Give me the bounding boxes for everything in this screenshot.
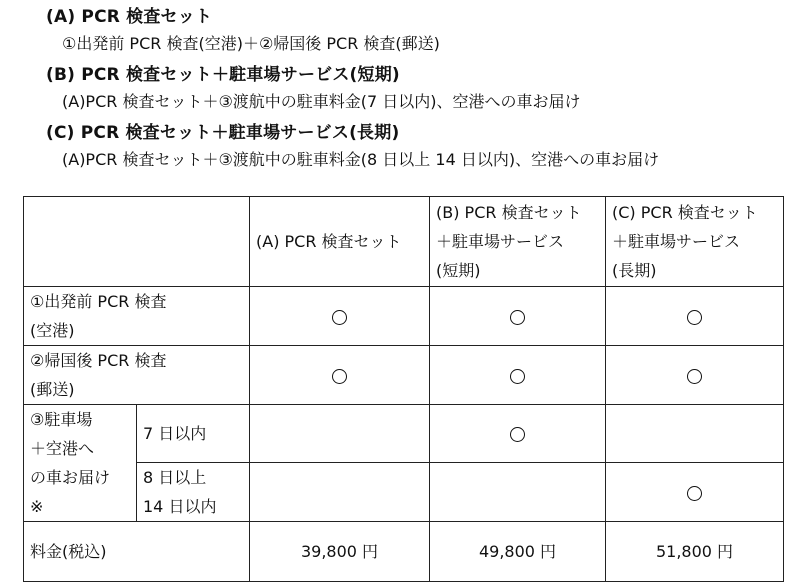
cell-parking-short-b [430, 405, 606, 463]
table-row-post-test [24, 346, 784, 405]
included-circle-icon [510, 310, 525, 325]
included-circle-icon [687, 310, 702, 325]
column-header-plan-a [250, 197, 430, 287]
row-label-line: ①出発前 PCR 検査 [30, 292, 167, 311]
row-label-line: (郵送) [30, 380, 75, 399]
row-label-price [24, 522, 250, 582]
detail-plan-c: (A)PCR 検査セット＋③渡航中の駐車料金(8 日以上 14 日以内)、空港への車お届け [62, 150, 660, 169]
row-label-line: 7 日以内 [143, 424, 207, 443]
included-circle-icon [687, 369, 702, 384]
row-label-parking [24, 405, 137, 522]
row-label-line: ②帰国後 PCR 検査 [30, 351, 167, 370]
row-label-line: ＋空港へ [30, 439, 95, 458]
column-header-line: (C) PCR 検査セット [612, 203, 758, 222]
column-header-line: ＋駐車場サービス [612, 232, 741, 251]
row-label-post-test [24, 346, 250, 405]
cell-pre-test-a [250, 287, 430, 346]
cell-parking-short-a [250, 405, 430, 463]
cell-parking-short-c [606, 405, 784, 463]
row-label-line: の車お届け [30, 468, 111, 487]
header-empty-cell [24, 197, 250, 287]
row-label-line: 14 日以内 [143, 497, 217, 516]
column-header-line: (短期) [436, 261, 481, 280]
row-label-line: 料金(税込) [30, 542, 107, 561]
column-header-line: (B) PCR 検査セット [436, 203, 582, 222]
heading-plan-c: (C) PCR 検査セット＋駐車場サービス(長期) [46, 123, 400, 143]
cell-parking-long-c [606, 463, 784, 522]
cell-pre-test-c [606, 287, 784, 346]
row-label-line: (空港) [30, 321, 75, 340]
plan-comparison-table [23, 196, 784, 582]
row-label-line: 8 日以上 [143, 468, 207, 487]
table-row-parking-short [24, 405, 784, 463]
detail-plan-b: (A)PCR 検査セット＋③渡航中の駐車料金(7 日以内)、空港への車お届け [62, 92, 581, 111]
cell-parking-long-b [430, 463, 606, 522]
included-circle-icon [510, 427, 525, 442]
row-sublabel-long [137, 463, 250, 522]
detail-plan-a: ①出発前 PCR 検査(空港)＋②帰国後 PCR 検査(郵送) [62, 34, 440, 53]
table-row-pre-test [24, 287, 784, 346]
cell-post-test-b [430, 346, 606, 405]
heading-plan-b: (B) PCR 検査セット＋駐車場サービス(短期) [46, 65, 400, 85]
heading-plan-a: (A) PCR 検査セット [46, 7, 213, 27]
price-plan-b: 49,800 円 [430, 522, 606, 582]
cell-parking-long-a [250, 463, 430, 522]
column-header-line: (長期) [612, 261, 657, 280]
row-label-pre-test [24, 287, 250, 346]
table-row-price [24, 522, 784, 582]
included-circle-icon [332, 369, 347, 384]
table-row-parking-long [24, 463, 784, 522]
cell-post-test-a [250, 346, 430, 405]
row-sublabel-short [137, 405, 250, 463]
row-label-line: ③駐車場 [30, 410, 93, 429]
row-label-line: ※ [30, 497, 44, 516]
cell-post-test-c [606, 346, 784, 405]
price-plan-a: 39,800 円 [250, 522, 430, 582]
included-circle-icon [332, 310, 347, 325]
price-plan-c: 51,800 円 [606, 522, 784, 582]
included-circle-icon [687, 486, 702, 501]
column-header-plan-c [606, 197, 784, 287]
column-header-plan-b [430, 197, 606, 287]
included-circle-icon [510, 369, 525, 384]
column-header-line: ＋駐車場サービス [436, 232, 565, 251]
table-header-row [24, 197, 784, 287]
cell-pre-test-b [430, 287, 606, 346]
column-header-line: (A) PCR 検査セット [256, 232, 402, 251]
